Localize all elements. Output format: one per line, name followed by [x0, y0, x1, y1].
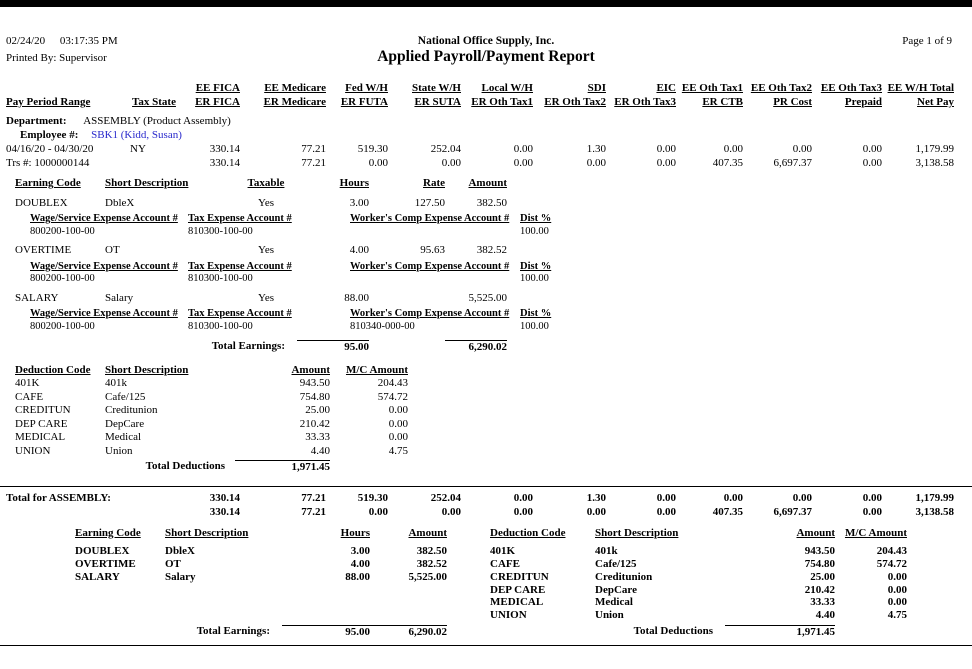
deduction-amount: 33.33: [305, 431, 330, 443]
earning-code: DOUBLEX: [15, 196, 68, 209]
col-header-short-description: Short Description: [595, 526, 679, 539]
deduction-code: 401K: [15, 377, 40, 389]
col-header-ee-fica: EE FICA: [195, 82, 240, 94]
col-header-pr-cost: PR Cost: [773, 96, 812, 108]
tax-value: 0.00: [862, 157, 882, 169]
col-header-deduction-code: Deduction Code: [490, 526, 566, 539]
deduction-amount: 210.42: [299, 417, 330, 430]
print-time: 03:17:35 PM: [59, 35, 118, 47]
col-header-er-futa: ER FUTA: [340, 96, 388, 108]
deduction-mc-amount: 4.75: [887, 609, 907, 622]
deduction-description: Union: [595, 609, 624, 622]
tax-value: 77.21: [301, 143, 326, 155]
dist-pct: 100.00: [520, 273, 549, 284]
total-earnings-amount: 6,290.02: [370, 625, 447, 639]
total-deductions-row: [15, 460, 972, 475]
total-deductions-amount: 1,971.45: [725, 625, 835, 639]
earning-row: [15, 244, 972, 258]
col-header-pay-period: Pay Period Range: [6, 96, 91, 108]
total-deductions-amount: 1,971.45: [235, 460, 330, 475]
earning-hours: 3.00: [350, 545, 370, 558]
total-tax-value: 0.00: [441, 505, 461, 518]
earning-row: [15, 292, 972, 306]
earning-description: Salary: [105, 291, 134, 304]
earning-code: SALARY: [75, 570, 120, 583]
tax-value: 0.00: [792, 143, 812, 155]
col-header-er-ctb: ER CTB: [702, 96, 743, 108]
total-tax-value: 0.00: [656, 505, 676, 518]
tax-value: 0.00: [656, 143, 676, 155]
total-tax-value: 407.35: [712, 505, 743, 518]
deduction-description: Creditunion: [105, 404, 158, 416]
empty-cell: [369, 340, 445, 355]
tax-value: 252.04: [430, 143, 461, 155]
col-header-earning-code: Earning Code: [75, 526, 141, 539]
dist-pct: 100.00: [520, 225, 549, 237]
earning-description: DbleX: [105, 196, 135, 209]
employee-tax-row-er: [0, 156, 972, 170]
expense-account-header-row: [30, 213, 972, 226]
total-tax-value: 330.14: [209, 491, 240, 504]
empty-cell: [124, 81, 184, 95]
deduction-description: Medical: [105, 431, 142, 443]
expense-account-header-row: [30, 308, 972, 321]
tax-value: 0.00: [368, 157, 388, 169]
department-total-row-er: [0, 505, 972, 519]
total-tax-value: 252.04: [430, 491, 461, 504]
deduction-mc-amount: 0.00: [887, 570, 907, 583]
col-header-er-oth-tax2: ER Oth Tax2: [544, 96, 606, 108]
col-header-earning-code: Earning Code: [15, 177, 81, 189]
col-header-ee-oth-tax2: EE Oth Tax2: [750, 82, 812, 94]
col-header-prepaid: Prepaid: [844, 96, 882, 108]
earning-amount: 382.52: [476, 244, 507, 256]
deduction-code: CREDITUN: [490, 570, 549, 583]
col-header-dist-pct: Dist %: [520, 213, 552, 224]
window-top-edge: [0, 0, 972, 7]
earning-amount: 382.52: [416, 558, 447, 571]
deduction-description: Union: [105, 444, 133, 457]
total-earnings-amount: 6,290.02: [445, 340, 507, 355]
earning-taxable: Yes: [257, 244, 274, 256]
tax-value: 6,697.37: [773, 157, 812, 169]
tax-header-row-er: [0, 95, 972, 109]
deduction-amount: 943.50: [299, 377, 330, 389]
earning-hours: 3.00: [349, 196, 369, 209]
col-header-mc-amount: M/C Amount: [844, 526, 907, 539]
total-tax-value: 6,697.37: [773, 505, 812, 518]
total-deductions-label: Total Deductions: [145, 460, 225, 472]
workers-comp-acct: 810340-000-00: [350, 320, 415, 332]
deductions-summary-row: [490, 571, 910, 584]
total-tax-value: 3,138.58: [915, 505, 954, 518]
empty-cell: [835, 625, 907, 639]
col-header-amount: Amount: [291, 363, 330, 376]
earnings-header-row: [15, 177, 972, 191]
department-total-label: Total for ASSEMBLY:: [6, 491, 111, 504]
col-header-hours: Hours: [340, 526, 370, 539]
deduction-code: CREDITUN: [15, 404, 71, 416]
col-header-taxable: Taxable: [247, 177, 285, 189]
empty-cell: [6, 81, 124, 95]
earnings-summary-row: [75, 558, 447, 571]
print-datetime: [0, 35, 300, 47]
summary-total-earnings-row: [75, 625, 447, 639]
col-header-ee-oth-tax1: EE Oth Tax1: [681, 82, 743, 94]
col-header-tax-expense-acct: Tax Expense Account #: [188, 308, 292, 319]
deductions-summary-row: [490, 596, 910, 609]
deduction-mc-amount: 204.43: [876, 545, 907, 558]
earning-amount: 5,525.00: [408, 570, 447, 583]
total-earnings-hours: 95.00: [297, 340, 369, 355]
employee-tax-row-ee: [0, 142, 972, 156]
col-header-er-oth-tax1: ER Oth Tax1: [471, 96, 533, 108]
col-header-local-wh: Local W/H: [481, 82, 533, 94]
deduction-mc-amount: 574.72: [377, 390, 408, 403]
deduction-amount: 754.80: [804, 558, 835, 571]
tax-value: 0.00: [862, 143, 882, 155]
total-tax-value: 77.21: [301, 505, 326, 518]
department-value: ASSEMBLY (Product Assembly): [83, 115, 231, 127]
deduction-amount: 4.40: [815, 609, 835, 622]
earning-hours: 4.00: [350, 558, 370, 571]
tax-expense-acct: 810300-100-00: [188, 273, 253, 284]
total-earnings-hours: 95.00: [282, 625, 370, 639]
col-header-er-oth-tax3: ER Oth Tax3: [614, 96, 676, 108]
col-header-amount: Amount: [408, 526, 447, 539]
tax-value: 0.00: [586, 157, 606, 169]
earnings-summary-table: [75, 527, 447, 639]
total-tax-value: 0.00: [513, 491, 533, 504]
deduction-code: 401K: [490, 545, 516, 558]
total-tax-value: 0.00: [723, 491, 743, 504]
deduction-amount: 943.50: [804, 545, 835, 558]
tax-expense-acct: 810300-100-00: [188, 320, 253, 332]
total-tax-value: 0.00: [368, 505, 388, 518]
total-deductions-label: Total Deductions: [633, 625, 713, 638]
report-header-line1: [0, 35, 972, 47]
col-header-workers-comp-acct: Worker's Comp Expense Account #: [350, 260, 510, 272]
deductions-summary-table: [490, 527, 910, 639]
tax-state-value: NY: [130, 143, 146, 155]
total-tax-value: 330.14: [209, 505, 240, 518]
deduction-description: DepCare: [105, 417, 145, 430]
department-line: [0, 114, 972, 128]
tax-value: 519.30: [357, 143, 388, 155]
earnings-summary-row: [75, 571, 447, 584]
deductions-summary-row: [490, 609, 910, 622]
department-summary: [0, 527, 972, 639]
deductions-summary-row: [490, 558, 910, 571]
col-header-wage-expense-acct: Wage/Service Expense Account #: [30, 213, 178, 224]
deduction-code: DEP CARE: [15, 417, 68, 430]
earning-code: DOUBLEX: [75, 545, 130, 558]
empty-cell: [6, 505, 184, 519]
empty-cell: [330, 460, 408, 475]
deduction-mc-amount: 0.00: [887, 596, 907, 609]
earning-amount: 382.50: [476, 196, 507, 209]
earning-row: [15, 197, 972, 211]
section-divider: [0, 486, 972, 487]
deduction-mc-amount: 0.00: [887, 583, 907, 596]
expense-account-value-row: [30, 321, 972, 334]
deduction-amount: 4.40: [310, 444, 330, 457]
total-earnings-row: [15, 340, 972, 355]
total-tax-value: 77.21: [301, 491, 326, 504]
deduction-amount: 25.00: [810, 570, 835, 583]
col-header-state-wh: State W/H: [412, 82, 461, 94]
wage-expense-acct: 800200-100-00: [30, 320, 95, 332]
col-header-amount: Amount: [468, 177, 507, 189]
deduction-code: CAFE: [15, 390, 44, 403]
tax-value: 0.00: [513, 143, 533, 155]
employee-number-label: Employee #:: [20, 129, 79, 141]
expense-account-header-row: [30, 261, 972, 274]
deduction-amount: 33.33: [810, 596, 835, 609]
dist-pct: 100.00: [520, 320, 549, 332]
workers-comp-acct: [350, 273, 520, 286]
tax-value: 407.35: [712, 157, 743, 169]
total-earnings-label: Total Earnings:: [211, 340, 285, 352]
summary-total-deductions-row: [490, 625, 910, 639]
page-bottom-rule: [0, 645, 972, 646]
deduction-description: DepCare: [595, 583, 637, 596]
col-header-short-description: Short Description: [105, 177, 189, 189]
total-tax-value: 1,179.99: [915, 491, 954, 504]
deduction-description: Medical: [595, 596, 633, 609]
col-header-wage-expense-acct: Wage/Service Expense Account #: [30, 260, 178, 272]
deduction-amount: 754.80: [299, 390, 330, 403]
col-header-er-fica: ER FICA: [195, 96, 240, 108]
col-header-tax-expense-acct: Tax Expense Account #: [188, 260, 292, 272]
earning-code: OVERTIME: [75, 558, 136, 571]
col-header-ee-wh-total: EE W/H Total: [887, 82, 954, 94]
col-header-er-medicare: ER Medicare: [263, 96, 326, 108]
tax-value: 0.00: [441, 157, 461, 169]
col-header-eic: EIC: [656, 82, 676, 94]
col-header-mc-amount: M/C Amount: [345, 363, 408, 376]
total-tax-value: 0.00: [513, 505, 533, 518]
deduction-amount: 25.00: [305, 404, 330, 416]
total-tax-value: 0.00: [586, 505, 606, 518]
deduction-mc-amount: 204.43: [377, 377, 408, 389]
deduction-code: DEP CARE: [490, 583, 546, 596]
company-name: National Office Supply, Inc.: [417, 35, 555, 47]
deduction-mc-amount: 0.00: [388, 417, 408, 430]
deduction-mc-amount: 4.75: [388, 444, 408, 457]
employee-line: [0, 128, 972, 142]
report-header-line2: [0, 48, 972, 66]
total-tax-value: 1.30: [586, 491, 606, 504]
deduction-row: [15, 418, 972, 432]
tax-value: 0.00: [656, 157, 676, 169]
report-page: [0, 35, 972, 646]
total-tax-value: 0.00: [862, 491, 882, 504]
deduction-description: Cafe/125: [105, 390, 146, 403]
earning-taxable: Yes: [257, 291, 274, 304]
col-header-deduction-code: Deduction Code: [15, 363, 91, 376]
expense-account-value-row: [30, 273, 972, 286]
deduction-mc-amount: 574.72: [876, 558, 907, 571]
earnings-summary-header-row: [75, 527, 447, 540]
tax-value: 330.14: [209, 157, 240, 169]
tax-expense-acct: 810300-100-00: [188, 225, 253, 237]
deduction-description: 401k: [595, 545, 618, 558]
deduction-code: UNION: [490, 609, 527, 622]
deduction-code: CAFE: [490, 558, 520, 571]
total-tax-value: 0.00: [656, 491, 676, 504]
wage-expense-acct: 800200-100-00: [30, 273, 95, 284]
earning-code: SALARY: [15, 291, 59, 304]
col-header-short-description: Short Description: [105, 363, 189, 376]
earning-description: OT: [105, 244, 120, 256]
col-header-amount: Amount: [796, 526, 835, 539]
tax-value: 77.21: [301, 157, 326, 169]
col-header-short-description: Short Description: [165, 526, 249, 539]
earning-amount: 382.50: [416, 545, 447, 558]
deduction-amount: 210.42: [804, 583, 835, 596]
tax-value: 0.00: [513, 157, 533, 169]
print-date: 02/24/20: [6, 35, 46, 47]
total-tax-value: 519.30: [357, 491, 388, 504]
tax-value: 330.14: [209, 143, 240, 155]
deduction-code: MEDICAL: [15, 431, 66, 443]
deduction-description: Creditunion: [595, 570, 653, 583]
col-header-ee-medicare: EE Medicare: [264, 82, 326, 94]
deductions-summary-header-row: [490, 527, 910, 540]
col-header-ee-oth-tax3: EE Oth Tax3: [820, 82, 882, 94]
col-header-workers-comp-acct: Worker's Comp Expense Account #: [350, 308, 510, 319]
col-header-tax-expense-acct: Tax Expense Account #: [188, 213, 292, 224]
tax-value: 1,179.99: [915, 143, 954, 155]
total-tax-value: 0.00: [862, 505, 882, 518]
total-earnings-label: Total Earnings:: [196, 625, 270, 638]
earning-hours: 88.00: [345, 570, 370, 583]
deduction-code: UNION: [15, 444, 51, 457]
col-header-rate: Rate: [423, 177, 445, 189]
col-header-tax-state: Tax State: [132, 96, 176, 108]
page-number: Page 1 of 9: [902, 35, 952, 47]
col-header-wage-expense-acct: Wage/Service Expense Account #: [30, 308, 178, 319]
deduction-row: [15, 404, 972, 418]
wage-expense-acct: 800200-100-00: [30, 225, 95, 237]
pay-period-range: 04/16/20 - 04/30/20: [6, 143, 94, 155]
transaction-number: Trs #: 1000000144: [6, 157, 90, 169]
deduction-row: [15, 431, 972, 445]
tax-state-value: [124, 156, 184, 170]
tax-header-row-ee: [0, 81, 972, 95]
tax-value: 0.00: [723, 143, 743, 155]
tax-value: 1.30: [586, 143, 606, 155]
earning-description: OT: [165, 558, 181, 571]
earning-rate: [369, 292, 445, 306]
col-header-fed-wh: Fed W/H: [345, 82, 388, 94]
expense-account-value-row: [30, 226, 972, 239]
deduction-description: 401k: [105, 377, 127, 389]
earning-rate: 127.50: [414, 196, 445, 209]
col-header-dist-pct: Dist %: [520, 308, 552, 319]
earning-description: Salary: [165, 570, 196, 583]
deduction-mc-amount: 0.00: [388, 404, 408, 416]
employee-link[interactable]: SBK1 (Kidd, Susan): [91, 129, 182, 141]
col-header-er-suta: ER SUTA: [414, 96, 461, 108]
col-header-hours: Hours: [339, 177, 369, 189]
total-tax-value: 0.00: [792, 491, 812, 504]
earning-rate: 95.63: [420, 244, 445, 256]
deduction-mc-amount: 0.00: [388, 431, 408, 443]
earning-taxable: Yes: [257, 196, 274, 209]
deduction-code: MEDICAL: [490, 596, 544, 609]
col-header-dist-pct: Dist %: [520, 260, 552, 272]
deduction-row: [15, 445, 972, 459]
earnings-summary-row: [75, 545, 447, 558]
deductions-summary-row: [490, 545, 910, 558]
col-header-workers-comp-acct: Worker's Comp Expense Account #: [350, 213, 510, 224]
tax-value: 3,138.58: [915, 157, 954, 169]
deductions-header-row: [15, 364, 972, 378]
department-total-row-ee: [0, 491, 972, 505]
deduction-row: [15, 377, 972, 391]
earning-hours: 4.00: [349, 244, 369, 256]
report-title: Applied Payroll/Payment Report: [377, 48, 595, 65]
earning-code: OVERTIME: [15, 244, 72, 256]
deduction-row: [15, 391, 972, 405]
workers-comp-acct: [350, 226, 520, 239]
col-header-net-pay: Net Pay: [917, 96, 954, 108]
earning-description: DbleX: [165, 545, 195, 558]
department-label: Department:: [6, 115, 67, 127]
earning-hours: 88.00: [344, 291, 369, 304]
deductions-summary-row: [490, 584, 910, 597]
printed-by: Printed By: Supervisor: [6, 52, 107, 64]
deduction-description: Cafe/125: [595, 558, 637, 571]
col-header-sdi: SDI: [587, 82, 606, 94]
earning-amount: 5,525.00: [468, 291, 507, 304]
